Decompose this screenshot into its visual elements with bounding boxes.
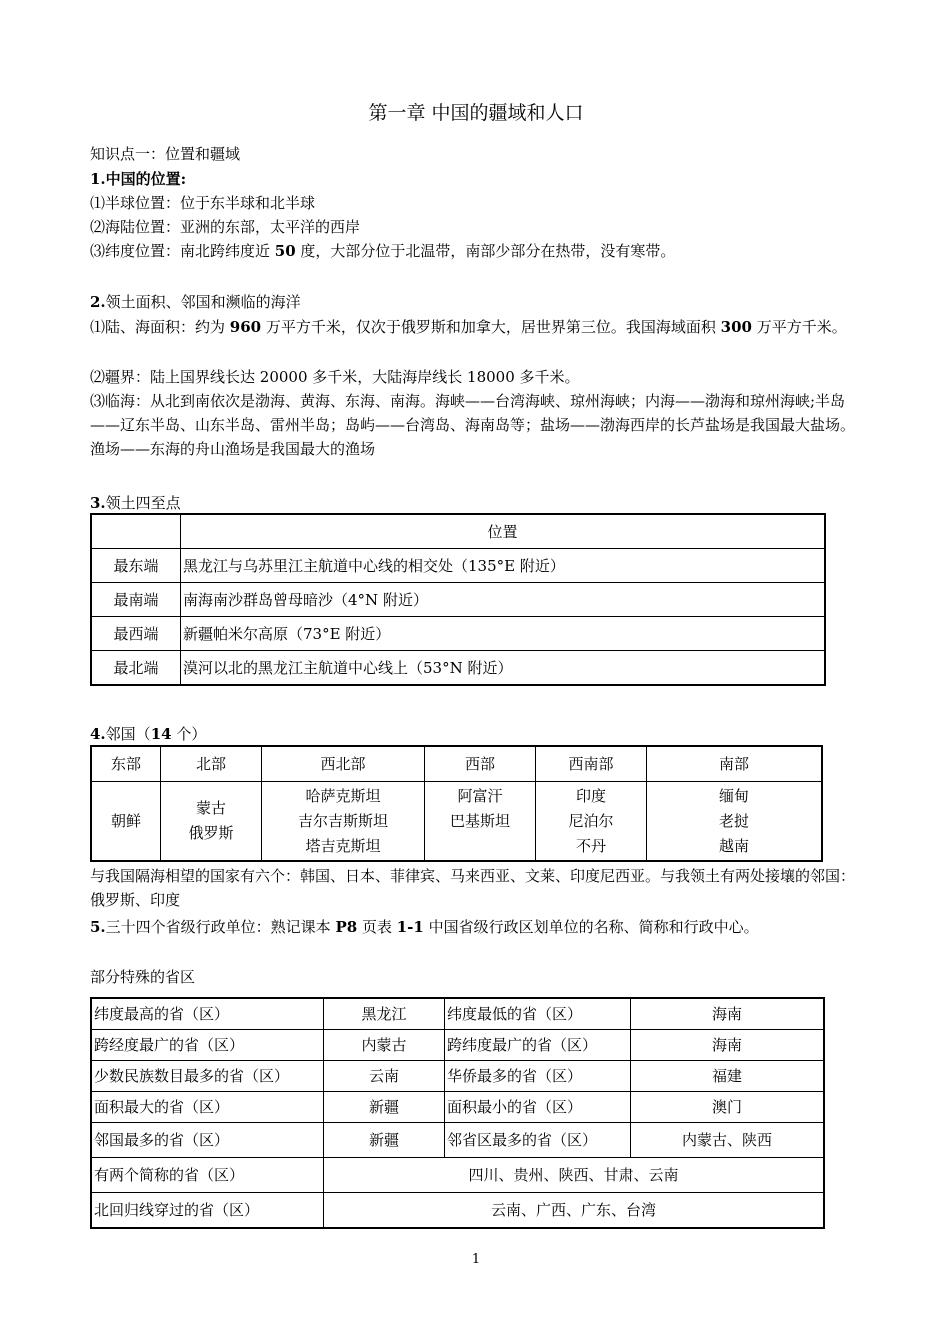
table-cell: [91, 782, 161, 862]
table-header-cell: 位置: [181, 514, 826, 549]
table-header-cell: 东部: [91, 746, 161, 782]
table-row: [91, 549, 825, 583]
section-number: 2.: [90, 293, 106, 311]
table-cell: 内蒙古: [324, 1030, 445, 1061]
bold-number: 300: [720, 318, 752, 336]
table-cell: 跨纬度最广的省（区）: [445, 1030, 631, 1061]
table-cell: 少数民族数目最多的省（区）: [91, 1061, 324, 1092]
table-header-cell: 北部: [161, 746, 262, 782]
table-header-cell: 南部: [647, 746, 823, 782]
table-row: [91, 1193, 824, 1229]
bold-number: 14: [150, 725, 172, 743]
section-5-heading: [90, 917, 862, 937]
table-cell: 邻省区最多的省（区）: [445, 1123, 631, 1158]
table-row: [91, 782, 822, 862]
table-cell: 海南: [631, 998, 825, 1030]
bold-text: 1-1: [396, 918, 424, 936]
country-name: 阿富汗: [457, 787, 503, 805]
table-cell: 纬度最低的省（区）: [445, 998, 631, 1030]
table-cell: 邻国最多的省（区）: [91, 1123, 324, 1158]
table-cell: 四川、贵州、陕西、甘肃、云南: [324, 1158, 825, 1193]
table-header-cell: 西北部: [262, 746, 425, 782]
table-cell: 海南: [631, 1030, 825, 1061]
table-cell: [647, 782, 823, 862]
bold-number: 960: [229, 318, 262, 336]
table-row: [91, 651, 825, 686]
sea-neighbors-note: 与我国隔海相望的国家有六个：韩国、日本、菲律宾、马来西亚、文莱、印度尼西亚。与我领土有两处接壤的邻国：俄罗斯、印度: [90, 867, 856, 909]
table-cell: 最东端: [91, 549, 181, 583]
section-title: 中国的位置:: [105, 170, 187, 188]
table-row: [91, 1061, 824, 1092]
table-cell: 新疆: [324, 1092, 445, 1123]
table-cell: 新疆: [324, 1123, 445, 1158]
hemisphere-position: ⑴半球位置：位于东半球和北半球: [90, 194, 316, 212]
text-span: 个）: [171, 725, 207, 743]
table-row: [91, 1123, 824, 1158]
special-provinces-table: [90, 997, 825, 1229]
land-sea-position: ⑵海陆位置：亚洲的东部，太平洋的西岸: [90, 218, 361, 236]
country-name: 蒙古: [195, 799, 226, 817]
table-cell: 福建: [631, 1061, 825, 1092]
text-span: 三十四个省级行政单位：熟记课本: [105, 918, 336, 936]
page-number: 1: [471, 1252, 481, 1267]
section-number: 4.: [90, 725, 106, 743]
country-name: 尼泊尔: [568, 811, 614, 830]
area-paragraph: [90, 315, 862, 339]
table-cell: 有两个简称的省（区）: [91, 1158, 324, 1193]
text-span: 页表: [357, 918, 397, 936]
table-header-cell: 西部: [425, 746, 536, 782]
text-span: ⑶纬度位置：南北跨纬度近: [90, 242, 275, 260]
table-cell: 跨经度最广的省（区）: [91, 1030, 324, 1061]
text-span: 中国省级行政区划单位的名称、简称和行政中心。: [423, 918, 759, 936]
country-name: 吉尔吉斯斯坦: [297, 811, 388, 830]
table-cell: 内蒙古、陕西: [631, 1123, 825, 1158]
chapter-title: 第一章 中国的疆域和人口: [368, 102, 584, 124]
country-name: 俄罗斯: [188, 824, 234, 842]
table-cell: 最西端: [91, 617, 181, 651]
bold-number: 50: [274, 242, 296, 260]
table-cell: 云南: [324, 1061, 445, 1092]
extreme-points-table: [90, 513, 826, 686]
section-title: 领土四至点: [105, 494, 181, 512]
table-header-cell: 西南部: [536, 746, 647, 782]
table-cell: 黑龙江与乌苏里江主航道中心线的相交处（135°E 附近）: [181, 549, 826, 583]
country-name: 朝鲜: [110, 811, 141, 830]
table-cell: [536, 782, 647, 862]
seas-paragraph: ⑶临海：从北到南依次是渤海、黄海、东海、南海。海峡——台湾海峡、琼州海峡；内海——渤海和琼州海峡;半岛——辽东半岛、山东半岛、雷州半岛；岛屿——台湾岛、海南岛等；盐场——渤海西岸的长芦盐场是我国最大盐场。渔场——东海的舟山渔场是我国最大的渔场: [90, 392, 856, 458]
table-header-row: [91, 746, 822, 782]
table-row: [91, 1158, 824, 1193]
country-name: 塔吉克斯坦: [305, 836, 381, 855]
table-cell: 新疆帕米尔高原（73°E 附近）: [181, 617, 826, 651]
table-cell: 面积最小的省（区）: [445, 1092, 631, 1123]
knowledge-point-heading: 知识点一：位置和疆域: [90, 145, 241, 163]
country-name: 印度: [575, 786, 606, 805]
section-2-heading: [90, 292, 862, 312]
table-cell: 面积最大的省（区）: [91, 1092, 324, 1123]
country-name: 巴基斯坦: [449, 812, 510, 830]
section-3-heading: [90, 493, 862, 513]
table-cell: 纬度最高的省（区）: [91, 998, 324, 1030]
country-name: 老挝: [718, 811, 749, 830]
table-row: [91, 583, 825, 617]
table-cell: 黑龙江: [324, 998, 445, 1030]
text-span: 度，大部分位于北温带，南部少部分在热带，没有寒带。: [295, 242, 676, 260]
table-row: [91, 998, 824, 1030]
table-row: [91, 1030, 824, 1061]
section-title: 领土面积、邻国和濒临的海洋: [105, 293, 301, 311]
border-paragraph: ⑵疆界：陆上国界线长达 20000 多千米，大陆海岸线长 18000 多千米。: [90, 368, 580, 386]
table-cell: 云南、广西、广东、台湾: [324, 1193, 825, 1229]
table-cell: 漠河以北的黑龙江主航道中心线上（53°N 附近）: [181, 651, 826, 686]
latitude-position: [90, 241, 862, 261]
section-1-heading: [90, 169, 862, 189]
section-4-heading: [90, 724, 862, 744]
table-row: [91, 1092, 824, 1123]
table-header-row: [91, 514, 825, 549]
table-header-cell: [91, 514, 181, 549]
section-title: 邻国（: [105, 725, 151, 743]
country-name: 越南: [718, 836, 749, 855]
neighbors-table: [90, 745, 823, 862]
section-number: 5.: [90, 918, 106, 936]
table-cell: [262, 782, 425, 862]
table-cell: 南海南沙群岛曾母暗沙（4°N 附近）: [181, 583, 826, 617]
section-number: 3.: [90, 494, 106, 512]
table-row: [91, 617, 825, 651]
table-cell: [425, 782, 536, 862]
table-cell: 最北端: [91, 651, 181, 686]
table-cell: [161, 782, 262, 862]
special-provinces-heading: 部分特殊的省区: [90, 968, 196, 986]
table-cell: 北回归线穿过的省（区）: [91, 1193, 324, 1229]
text-span: 万平方千米。: [751, 318, 847, 336]
country-name: 不丹: [575, 836, 606, 855]
country-name: 哈萨克斯坦: [305, 786, 381, 805]
text-span: ⑴陆、海面积：约为: [90, 318, 230, 336]
text-span: 万平方千米，仅次于俄罗斯和加拿大，居世界第三位。我国海域面积: [261, 318, 721, 336]
table-cell: 华侨最多的省（区）: [445, 1061, 631, 1092]
section-number: 1.: [90, 170, 106, 188]
table-cell: 澳门: [631, 1092, 825, 1123]
country-name: 缅甸: [718, 786, 749, 805]
table-cell: 最南端: [91, 583, 181, 617]
bold-text: P8: [335, 918, 358, 936]
